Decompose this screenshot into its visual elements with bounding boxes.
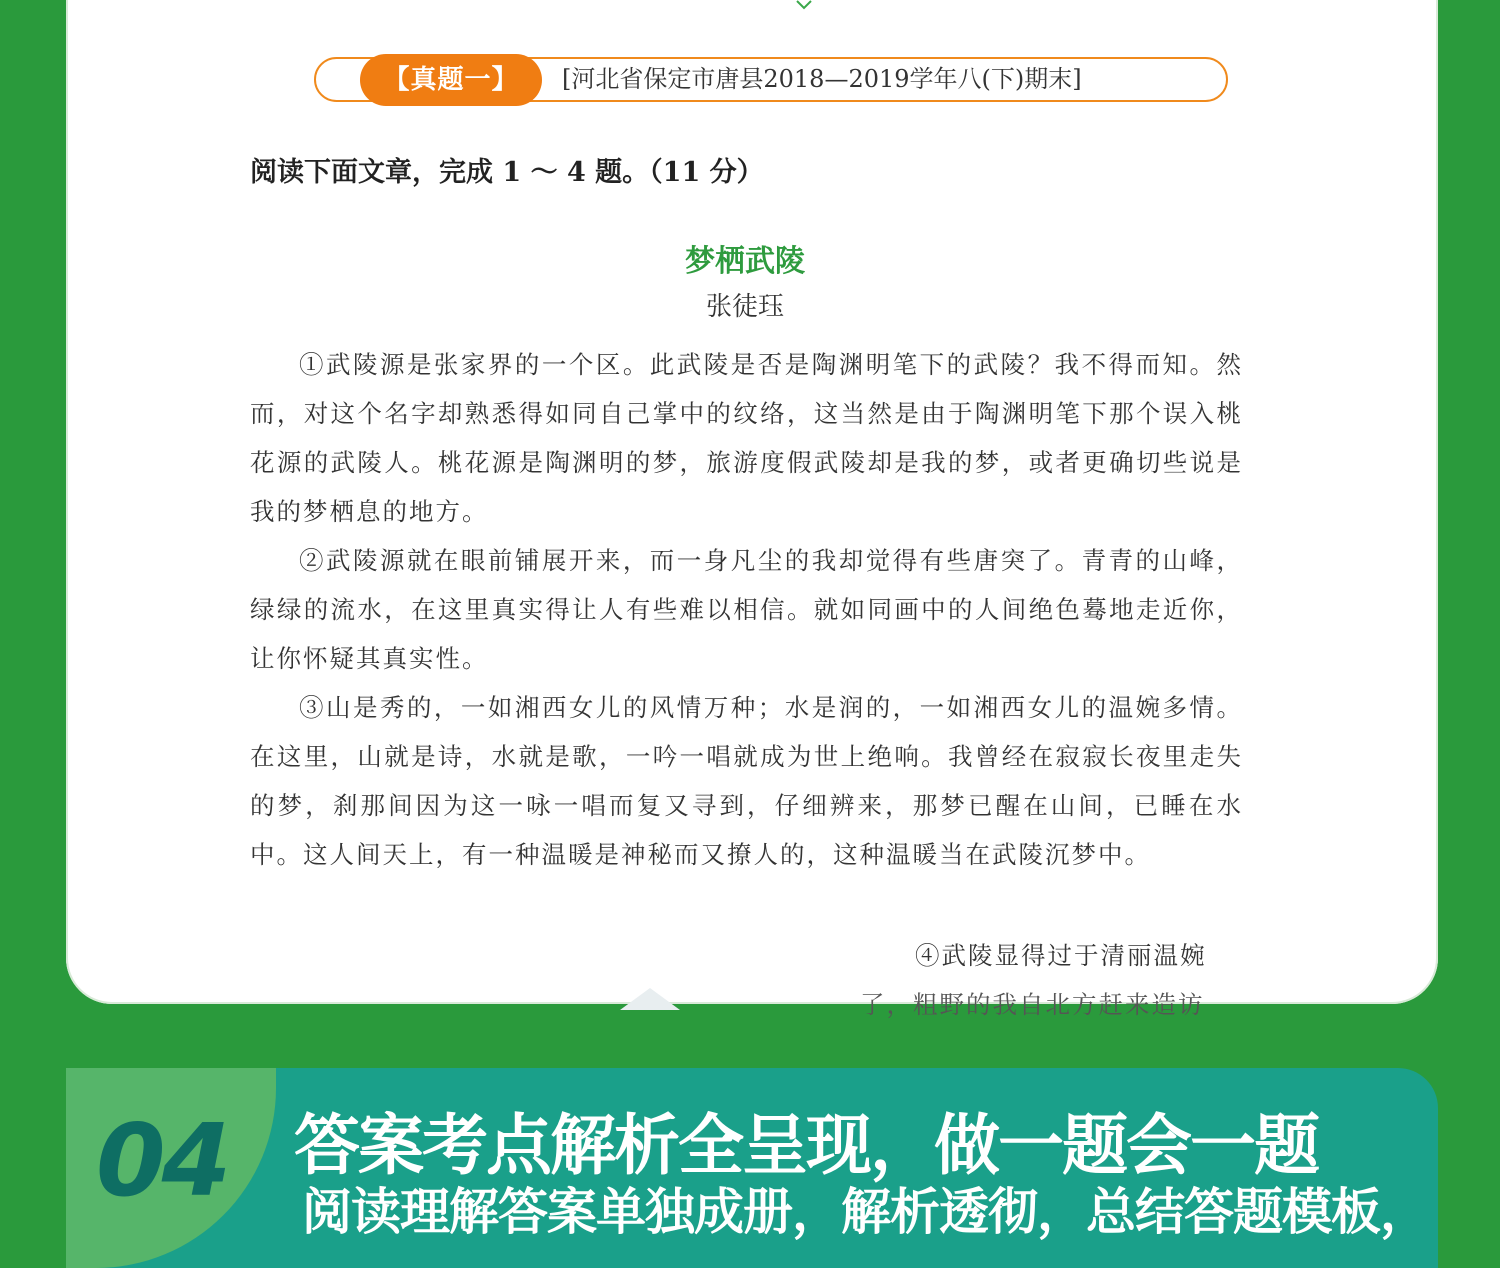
- exam-tag: 【真题一】: [360, 54, 542, 106]
- chevron-down-icon: [796, 0, 812, 10]
- article-paragraph-4: ④武陵显得过于清丽温婉: [915, 941, 1207, 970]
- article-paragraph: ③山是秀的，一如湘西女儿的风情万种；水是润的，一如湘西女儿的温婉多情。在这里，山就是诗，水就是歌，一吟一唱就成为世上绝响。我曾经在寂寂长夜里走失的梦，刹那间因为这一咏一唱而复又寻到，仔细辨来，那梦已醒在山间，已睡在水中。这人间天上，有一种温暖是神秘而又撩人的，这种温暖当在武陵沉梦中。: [250, 693, 1243, 869]
- question-card: [66, 0, 1438, 1019]
- question-instruction: 阅读下面文章，完成 1 ～ 4 题。（11 分）: [250, 157, 764, 188]
- article-author: 张徒珏: [705, 292, 784, 322]
- article-body: [250, 340, 1243, 879]
- feature-panel: [66, 1068, 1438, 1268]
- section-subline: 阅读理解答案单独成册，解析透彻，总结答题模板，: [302, 1183, 1429, 1241]
- section-headline: 答案考点解析全呈现，做一题会一题: [294, 1107, 1318, 1184]
- article-paragraph: ②武陵源就在眼前铺展开来，而一身凡尘的我却觉得有些唐突了。青青的山峰，绿绿的流水，在这里真实得让人有些难以相信。就如同画中的人间绝色蓦地走近你，让你怀疑其真实性。: [250, 546, 1243, 673]
- exam-source-banner: [314, 57, 1228, 102]
- decorative-wave-icon: [560, 970, 740, 1010]
- article-paragraph: ①武陵源是张家界的一个区。此武陵是否是陶渊明笔下的武陵？我不得而知。然而，对这个名字却熟悉得如同自己掌中的纹络，这当然是由于陶渊明笔下那个误入桃花源的武陵人。桃花源是陶渊明的梦，旅游度假武陵却是我的梦，或者更确切些说是我的梦栖息的地方。: [250, 350, 1243, 526]
- article-title: 梦栖武陵: [685, 244, 805, 279]
- exam-source: [河北省保定市唐县2018—2019学年八(下)期末]: [562, 65, 1082, 93]
- article-paragraph-4-cut: 了，粗野的我自北方赶来造访: [860, 990, 1205, 1019]
- section-number: 04: [96, 1102, 228, 1219]
